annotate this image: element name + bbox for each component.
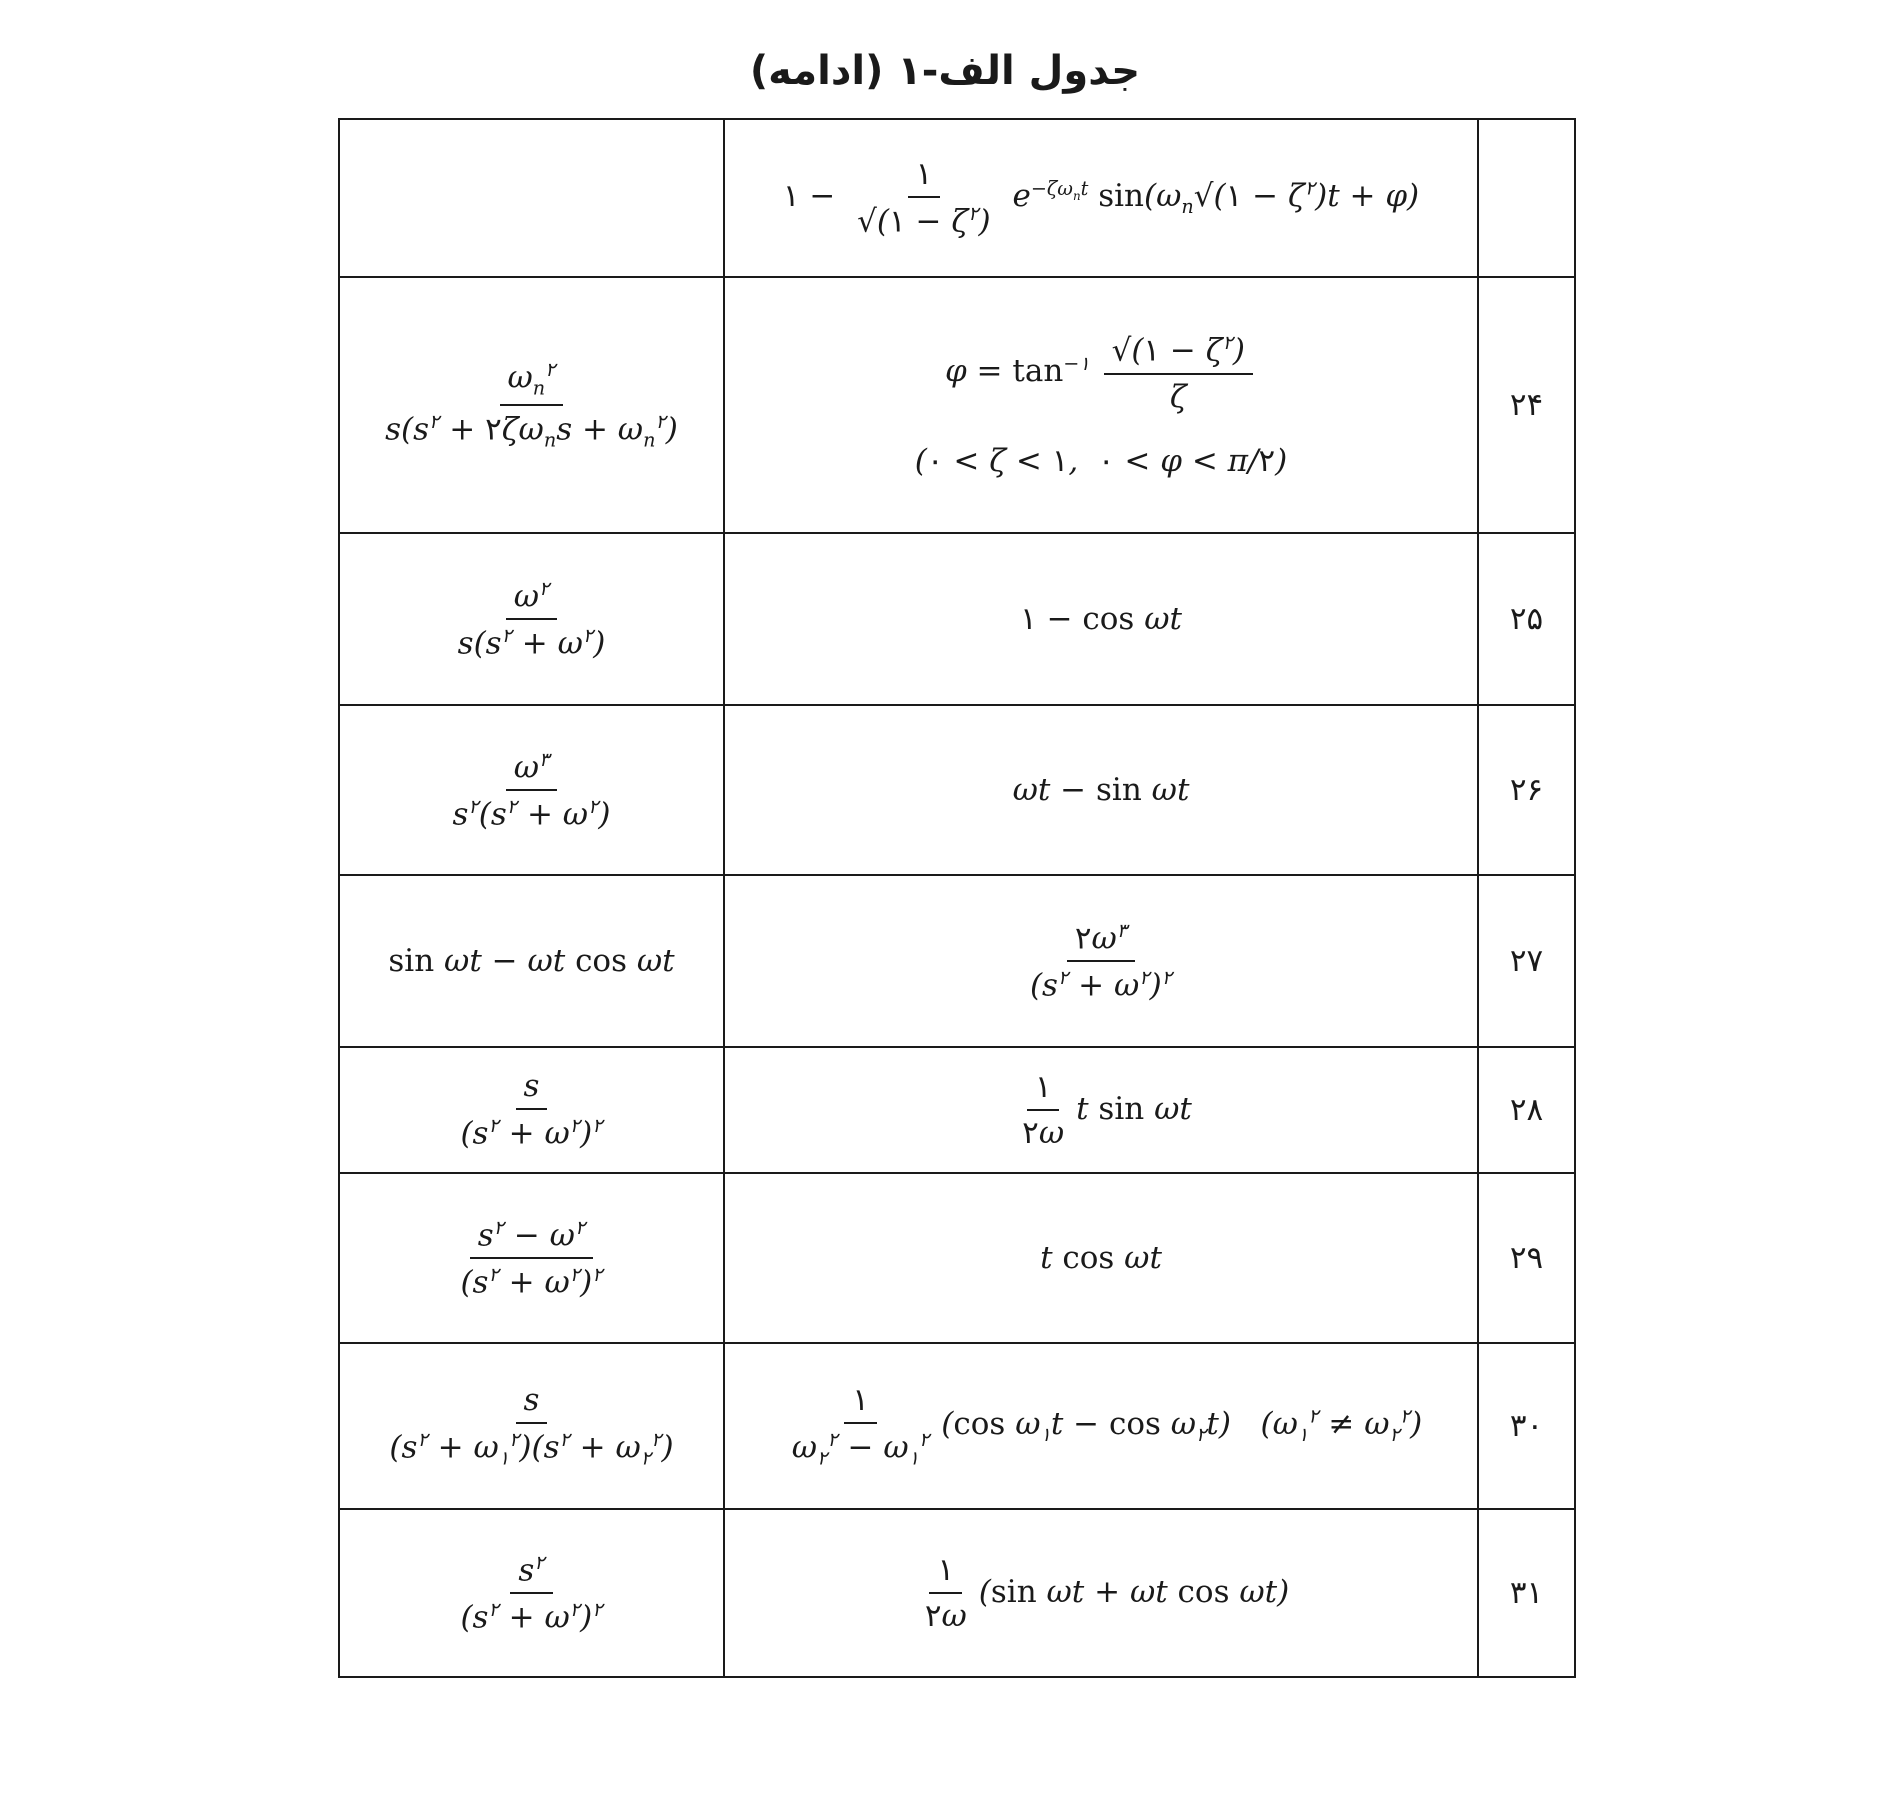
transform-cell: $\frac{\omega^۳}{s^۲(s^۲ + \omega^۲)}$ — [339, 705, 724, 875]
time-function-cell: ۱ − $\frac{۱}{√(۱ - \zeta^۲)}$ $e^{-\zeta\omega_nt}$ $\sin(\omega_n√(۱ - \zeta^۲)t + \varphi)$ — [724, 119, 1478, 277]
table-row — [339, 1509, 1575, 1677]
transform-cell: $\frac{\omega^۲}{s(s^۲ + \omega^۲)}$ — [339, 533, 724, 705]
row-number-cell: ۲۵ — [1478, 533, 1575, 705]
time-function-cell: ۱ − cos ωt — [724, 533, 1478, 705]
laplace-transform-table — [338, 118, 1576, 1678]
time-function-cell: $\frac{۱}{۲\omega}$ t sin ωt — [724, 1047, 1478, 1173]
table-row — [339, 875, 1575, 1047]
table-row — [339, 705, 1575, 875]
time-function-cell: $\varphi = \tan^{-۱}$ $\frac{√(۱ - \zeta^۲)}{\zeta}$ (۰ < ζ < ۱, ۰ < φ < π/۲) — [724, 277, 1478, 533]
table-row — [339, 1047, 1575, 1173]
transform-cell: $\frac{\omega_n^۲}{s(s^۲ + ۲\zeta\omega_ns + \omega_n^۲)}$ — [339, 277, 724, 533]
table-row — [339, 1343, 1575, 1509]
row-number-cell: ۲۸ — [1478, 1047, 1575, 1173]
row-number-cell: ۲۴ — [1478, 277, 1575, 533]
row-number-cell — [1478, 119, 1575, 277]
time-function-cell: t cos ωt — [724, 1173, 1478, 1343]
page-title: جدول الف-۱ (ادامه) — [749, 48, 1141, 94]
row-number-cell: ۲۷ — [1478, 875, 1575, 1047]
table-row — [339, 1173, 1575, 1343]
table-row — [339, 119, 1575, 277]
transform-cell: $\frac{s^۲ - \omega^۲}{(s^۲ + \omega^۲)^۲}$ — [339, 1173, 724, 1343]
row-number-cell: ۳۰ — [1478, 1343, 1575, 1509]
row-number-cell: ۲۹ — [1478, 1173, 1575, 1343]
row-number-cell: ۳۱ — [1478, 1509, 1575, 1677]
transform-cell: $\frac{s^۲}{(s^۲ + \omega^۲)^۲}$ — [339, 1509, 724, 1677]
transform-cell: $\frac{s}{(s^۲ + \omega^۲)^۲}$ — [339, 1047, 724, 1173]
time-function-cell: $\frac{۱}{۲\omega}$ (sin ωt + ωt cos ωt) — [724, 1509, 1478, 1677]
phase-condition-note: (۰ < ζ < ۱, ۰ < φ < π/۲) — [914, 442, 1288, 479]
transform-cell — [339, 119, 724, 277]
row-number-cell: ۲۶ — [1478, 705, 1575, 875]
time-function-cell: ωt − sin ωt — [724, 705, 1478, 875]
time-function-cell: $\frac{۱}{\omega_۲^۲ - \omega_۱^۲}$ (cos $\omega_۱t - \cos \omega_۲t$) $(\omega_۱^۲ \ne \omega_۲^۲)$ — [724, 1343, 1478, 1509]
transform-cell: $\frac{s}{(s^۲ + \omega_۱^۲)(s^۲ + \omega_۲^۲)}$ — [339, 1343, 724, 1509]
time-function-cell: $\frac{۲\omega^۳}{(s^۲ + \omega^۲)^۲}$ — [724, 875, 1478, 1047]
table-row — [339, 533, 1575, 705]
table-row — [339, 277, 1575, 533]
transform-cell: sin ωt − ωt cos ωt — [339, 875, 724, 1047]
